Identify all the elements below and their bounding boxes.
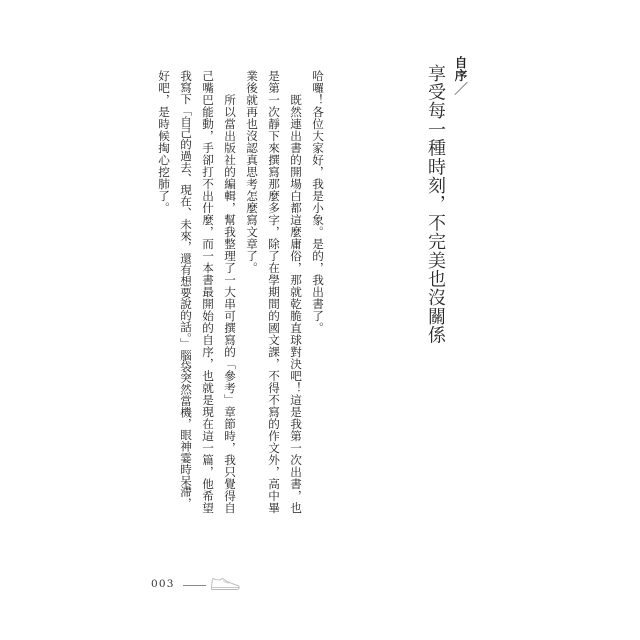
section-heading	[451, 56, 469, 96]
preface-body	[153, 70, 329, 514]
body-column: 業後就再也沒認真思考怎麼寫文章了。	[245, 70, 259, 274]
paragraph	[307, 70, 329, 514]
body-column: 所以當出版社的編輯，幫我整理了一大串可撰寫的「參考」章節時，我只覺得自	[223, 94, 237, 514]
paragraph	[153, 70, 241, 514]
paragraph	[241, 70, 307, 514]
body-column: 哈囉！各位大家好，我是小象。是的，我出書了。	[311, 70, 325, 334]
body-column: 我寫下「自己的過去、現在、未來，還有想要說的話。」腦袋突然當機，眼神霎時呆滯，	[179, 70, 193, 509]
body-column: 是第一次靜下來撰寫那麼多字，除了在學期間的國文課，不得不寫的作文外，高中畢	[267, 70, 281, 514]
heading-separator: ／	[452, 81, 468, 96]
body-column: 己嘴巴能動，手卻打不出什麼，而一本書最開始的自序，也就是現在這一篇，他希望	[201, 70, 215, 514]
heading-label: 自序	[453, 56, 468, 82]
body-column: 既然連出書的開場白都這麼庸俗，那就乾脆直球對決吧！這是我第一次出書，也	[289, 94, 303, 514]
sneaker-icon	[210, 576, 240, 592]
footer-rule	[183, 585, 206, 586]
page-number: 003	[151, 578, 175, 590]
chapter-title: 享受每一種時刻，不完美也沒關係	[425, 64, 446, 345]
body-column: 好吧，是時候掏心挖肺了。	[157, 70, 171, 214]
